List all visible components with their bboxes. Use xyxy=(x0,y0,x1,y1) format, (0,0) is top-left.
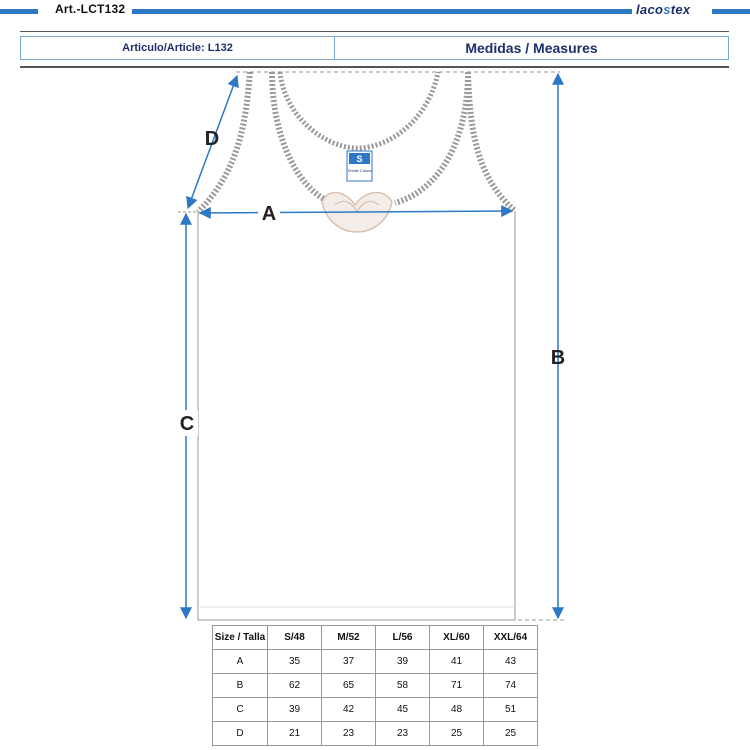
dimension-a-label: A xyxy=(261,203,277,225)
dimension-c-label: C xyxy=(179,413,195,435)
garment-label-tag xyxy=(347,151,372,181)
svg-text:Textile Colors: Textile Colors xyxy=(347,168,372,173)
brand-logo: lacostex xyxy=(636,2,691,17)
table-cell: 39 xyxy=(376,650,430,674)
table-row xyxy=(213,722,538,746)
svg-text:S: S xyxy=(356,154,363,164)
header-box xyxy=(20,36,729,60)
table-cell: C xyxy=(213,698,268,722)
top-bar-stripe-left xyxy=(0,9,38,14)
table-cell: 45 xyxy=(376,698,430,722)
dimension-b-label: B xyxy=(550,347,566,369)
table-header-cell: S/48 xyxy=(268,626,322,650)
table-cell: 41 xyxy=(430,650,484,674)
table-header-cell: XXL/64 xyxy=(484,626,538,650)
size-table-header-row xyxy=(213,626,538,650)
table-cell: 25 xyxy=(430,722,484,746)
table-cell: 39 xyxy=(268,698,322,722)
table-cell: 65 xyxy=(322,674,376,698)
table-cell: 25 xyxy=(484,722,538,746)
table-cell: 74 xyxy=(484,674,538,698)
dimension-b xyxy=(236,72,566,620)
table-cell: 21 xyxy=(268,722,322,746)
table-cell: 23 xyxy=(322,722,376,746)
table-cell: 35 xyxy=(268,650,322,674)
garment-drawing xyxy=(0,60,750,625)
table-cell: D xyxy=(213,722,268,746)
article-code: Art.-LCT132 xyxy=(55,2,126,16)
table-row xyxy=(213,698,538,722)
table-row xyxy=(213,650,538,674)
table-cell: 43 xyxy=(484,650,538,674)
table-cell: 23 xyxy=(376,722,430,746)
size-table xyxy=(212,625,538,746)
dimension-d-label: D xyxy=(204,128,220,150)
table-cell: 51 xyxy=(484,698,538,722)
table-header-cell: Size / Talla xyxy=(213,626,268,650)
table-row xyxy=(213,674,538,698)
top-bar-stripe-tail xyxy=(712,9,750,14)
table-header-cell: XL/60 xyxy=(430,626,484,650)
table-cell: 58 xyxy=(376,674,430,698)
table-cell: A xyxy=(213,650,268,674)
table-cell: 42 xyxy=(322,698,376,722)
table-cell: 62 xyxy=(268,674,322,698)
table-cell: 71 xyxy=(430,674,484,698)
table-cell: 48 xyxy=(430,698,484,722)
table-header-cell: M/52 xyxy=(322,626,376,650)
article-label: Articulo/Article: L132 xyxy=(21,37,335,59)
dimension-c xyxy=(176,212,198,618)
header-rule-top xyxy=(20,31,729,32)
top-bar-stripe-right xyxy=(132,9,632,14)
table-cell: B xyxy=(213,674,268,698)
table-cell: 37 xyxy=(322,650,376,674)
dimension-d xyxy=(188,76,237,208)
measures-title: Medidas / Measures xyxy=(465,40,598,56)
table-header-cell: L/56 xyxy=(376,626,430,650)
top-bar xyxy=(0,0,750,20)
